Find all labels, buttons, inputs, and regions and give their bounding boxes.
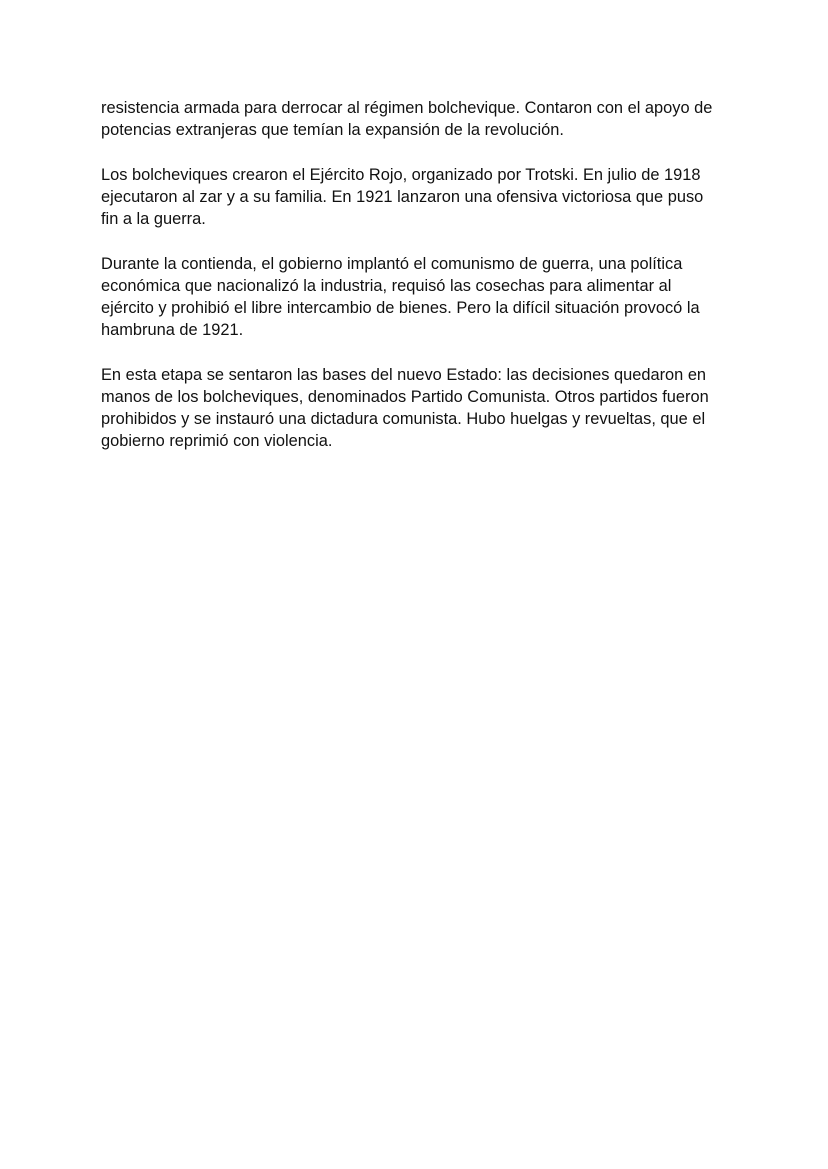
paragraph-war-communism	[101, 253, 731, 341]
text-line: manos de los bolcheviques, denominados Partido Comunista. Otros partidos fueron	[101, 388, 709, 406]
text-line: Los bolcheviques crearon el Ejército Rojo, organizado por Trotski. En julio de 1918	[101, 166, 701, 184]
text-line: En esta etapa se sentaron las bases del nuevo Estado: las decisiones quedaron en	[101, 366, 707, 384]
text-line: prohibidos y se instauró una dictadura comunista. Hubo huelgas y revueltas, que el	[101, 410, 706, 428]
text-line: ejército y prohibió el libre intercambio de bienes. Pero la difícil situación provocó la	[101, 299, 700, 317]
paragraph-resistance	[101, 97, 731, 141]
text-line: hambruna de 1921.	[101, 321, 244, 339]
document-body	[101, 97, 731, 475]
paragraph-red-army	[101, 164, 731, 230]
text-line: ejecutaron al zar y a su familia. En 1921 lanzaron una ofensiva victoriosa que puso	[101, 188, 704, 206]
text-line: económica que nacionalizó la industria, requisó las cosechas para alimentar al	[101, 277, 672, 295]
paragraph-new-state	[101, 364, 731, 452]
text-line: Durante la contienda, el gobierno implantó el comunismo de guerra, una política	[101, 255, 683, 273]
text-line: gobierno reprimió con violencia.	[101, 432, 333, 450]
text-line: fin a la guerra.	[101, 210, 206, 228]
text-line: potencias extranjeras que temían la expansión de la revolución.	[101, 121, 564, 139]
text-line: resistencia armada para derrocar al régimen bolchevique. Contaron con el apoyo de	[101, 99, 713, 117]
